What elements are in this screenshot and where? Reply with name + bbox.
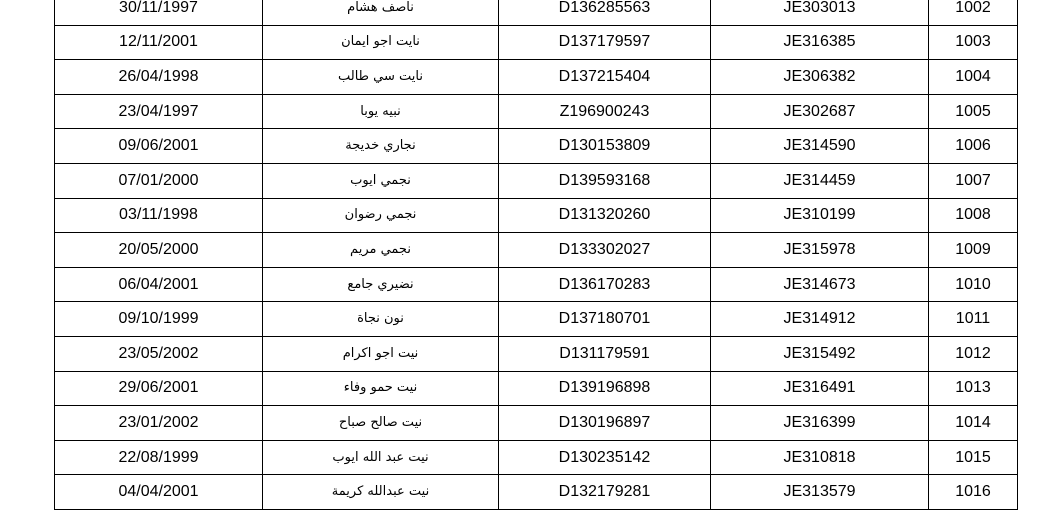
code-cell: JE303013 — [711, 0, 929, 25]
student-name-cell: نيت عبد الله ايوب — [263, 440, 499, 475]
code-cell: JE314459 — [711, 163, 929, 198]
table-row — [55, 336, 1018, 371]
birth-date-cell: 12/11/2001 — [55, 25, 263, 60]
cne-cell: D131320260 — [499, 198, 711, 233]
table-row — [55, 60, 1018, 95]
code-cell: JE314590 — [711, 129, 929, 164]
birth-date-cell: 03/11/1998 — [55, 198, 263, 233]
student-records-table — [54, 0, 1018, 510]
cne-cell: D132179281 — [499, 475, 711, 510]
table-row — [55, 129, 1018, 164]
number-cell: 1003 — [929, 25, 1018, 60]
student-name-cell: نضيري جامع — [263, 267, 499, 302]
birth-date-cell: 26/04/1998 — [55, 60, 263, 95]
birth-date-cell: 29/06/2001 — [55, 371, 263, 406]
birth-date-cell: 20/05/2000 — [55, 233, 263, 268]
number-cell: 1005 — [929, 94, 1018, 129]
table-row — [55, 302, 1018, 337]
birth-date-cell: 04/04/2001 — [55, 475, 263, 510]
code-cell: JE316491 — [711, 371, 929, 406]
code-cell: JE310199 — [711, 198, 929, 233]
student-name-cell: نبيه يوبا — [263, 94, 499, 129]
cne-cell: Z196900243 — [499, 94, 711, 129]
student-name-cell: نايت سي طالب — [263, 60, 499, 95]
table-row — [55, 371, 1018, 406]
table-row — [55, 267, 1018, 302]
student-name-cell: ناصف هشام — [263, 0, 499, 25]
birth-date-cell: 09/06/2001 — [55, 129, 263, 164]
student-name-cell: نجمي رضوان — [263, 198, 499, 233]
student-name-cell: نجاري خديجة — [263, 129, 499, 164]
number-cell: 1011 — [929, 302, 1018, 337]
number-cell: 1016 — [929, 475, 1018, 510]
birth-date-cell: 09/10/1999 — [55, 302, 263, 337]
table-row — [55, 233, 1018, 268]
number-cell: 1002 — [929, 0, 1018, 25]
code-cell: JE314912 — [711, 302, 929, 337]
table-body — [55, 0, 1018, 509]
number-cell: 1008 — [929, 198, 1018, 233]
cne-cell: D136170283 — [499, 267, 711, 302]
code-cell: JE315978 — [711, 233, 929, 268]
table-row — [55, 475, 1018, 510]
birth-date-cell: 30/11/1997 — [55, 0, 263, 25]
code-cell: JE313579 — [711, 475, 929, 510]
number-cell: 1013 — [929, 371, 1018, 406]
student-name-cell: نايت اجو ايمان — [263, 25, 499, 60]
birth-date-cell: 07/01/2000 — [55, 163, 263, 198]
student-name-cell: نيت صالح صباح — [263, 406, 499, 441]
birth-date-cell: 23/04/1997 — [55, 94, 263, 129]
student-name-cell: نجمي ايوب — [263, 163, 499, 198]
cne-cell: D139593168 — [499, 163, 711, 198]
code-cell: JE316385 — [711, 25, 929, 60]
number-cell: 1012 — [929, 336, 1018, 371]
student-name-cell: نيت حمو وفاء — [263, 371, 499, 406]
student-name-cell: نون نجاة — [263, 302, 499, 337]
cne-cell: D139196898 — [499, 371, 711, 406]
student-name-cell: نيت اجو اكرام — [263, 336, 499, 371]
number-cell: 1014 — [929, 406, 1018, 441]
code-cell: JE316399 — [711, 406, 929, 441]
table-row — [55, 440, 1018, 475]
birth-date-cell: 22/08/1999 — [55, 440, 263, 475]
table-row — [55, 25, 1018, 60]
table-row — [55, 198, 1018, 233]
cne-cell: D136285563 — [499, 0, 711, 25]
cne-cell: D130196897 — [499, 406, 711, 441]
birth-date-cell: 06/04/2001 — [55, 267, 263, 302]
number-cell: 1007 — [929, 163, 1018, 198]
table-row — [55, 163, 1018, 198]
cne-cell: D130235142 — [499, 440, 711, 475]
student-name-cell: نيت عبدالله كريمة — [263, 475, 499, 510]
number-cell: 1009 — [929, 233, 1018, 268]
number-cell: 1006 — [929, 129, 1018, 164]
birth-date-cell: 23/01/2002 — [55, 406, 263, 441]
cne-cell: D137215404 — [499, 60, 711, 95]
table-row — [55, 406, 1018, 441]
cne-cell: D137180701 — [499, 302, 711, 337]
table-row — [55, 94, 1018, 129]
birth-date-cell: 23/05/2002 — [55, 336, 263, 371]
number-cell: 1010 — [929, 267, 1018, 302]
cne-cell: D133302027 — [499, 233, 711, 268]
code-cell: JE302687 — [711, 94, 929, 129]
student-name-cell: نجمي مريم — [263, 233, 499, 268]
code-cell: JE306382 — [711, 60, 929, 95]
cne-cell: D137179597 — [499, 25, 711, 60]
code-cell: JE314673 — [711, 267, 929, 302]
cne-cell: D131179591 — [499, 336, 711, 371]
number-cell: 1004 — [929, 60, 1018, 95]
number-cell: 1015 — [929, 440, 1018, 475]
code-cell: JE310818 — [711, 440, 929, 475]
cne-cell: D130153809 — [499, 129, 711, 164]
table-row — [55, 0, 1018, 25]
code-cell: JE315492 — [711, 336, 929, 371]
